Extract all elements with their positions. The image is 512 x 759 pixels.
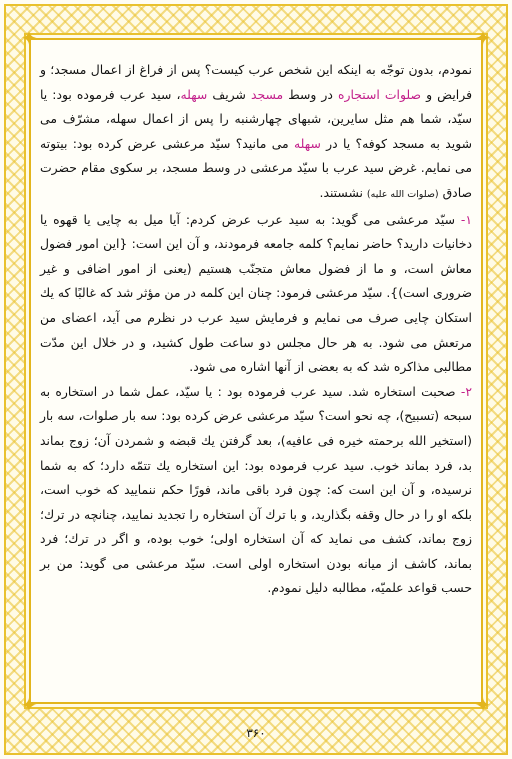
text-run: صحبت استخاره شد. سید عرب فرموده بود : یا سیّد، عمل شما در استخاره به سبحه (تسبیح)، چه نحو است؟ سیّد مرعشی عرض کرده بود: سه بار صلوات، سه بار (استخیر الله برحمته خیره فی عافیه)، بعد گرفتن یك قبضه و شمردن آن؛ زوج بماند بد، فرد بماند خوب. سید عرب فرموده بود: این استخاره یك تتمّه دارد؛ که به شما نرسیده، و آن این است که: چون فرد باقی ماند، فورًا حکم ننمایید که خوب است، بلکه او را در حال وقفه بگذارید، و با ترك آن استخاره را تجدید نمایید، چنانچه در ترك؛ زوج بماند، کشف می نماید که آن استخاره اولی؛ خوب بوده، و اگر در ترك؛ فرد بماند، کاشف از میانه بودن استخاره اولی است. سیّد مرعشی می گوید: من بر حسب قواعد علمیّه، مطالبه دلیل نمودم. [40,383,472,596]
corner-ornament-icon: ✦ [20,693,38,717]
page-number: ۳۶۰ [246,726,266,740]
text-run: شریف [207,86,251,102]
page-body-text [40,58,472,601]
paragraph [40,208,472,380]
text-run: در وسط [283,86,338,102]
highlighted-term: سهله [294,135,321,151]
text-run: (صلوات الله علیه) [366,188,439,200]
corner-ornament-icon: ✦ [474,693,492,717]
text-run: سیّد مرعشی می گوید: به سید عرب عرض کردم: آیا میل به چایی یا قهوه یا دخانیات دارید؟ حاضر نمایم؟ کلمه جامعه فرمودند، و آن این است: {این امور فضول معاش است، و ما از فضول معاش متجنّب هستیم (یعنی از امور اضافی و غیر ضروری است)}. سیّد مرعشی فرمود: چنان این کلمه در من مؤثر شد که غالبًا که یك استکان چایی صرف می نمایم و فرمایش سید عرب در نظرم می آید، اعضای من مرتعش می شود. به هر حال مجلس دو ساعت طول کشید، و در خلال این مدّت مطالبی مذاکره شد که به بعضی از آنها اشاره می شود. [40,211,472,375]
paragraph-number: ۱- [460,211,472,227]
text-run: می مانید؟ سیّد مرعشی عرض کرده بود: بیتوته می نمایم. غرض سید عرب با سیّد مرعشی در وسط مسجد، بر سکوی مقام حضرت صادق [40,135,472,200]
paragraph-number: ۲- [460,383,472,399]
corner-ornament-icon: ✦ [20,26,38,50]
paragraph [40,58,472,208]
highlighted-term: صلوات استجاره [338,86,422,102]
text-run: نمودم، بدون توجّه به اینکه این شخص عرب کیست؟ پس از فراغ از اعمال مسجد؛ و فرایض و [40,62,472,102]
highlighted-term: سهله [180,86,208,102]
text-run: نشستند. [319,184,367,200]
paragraph [40,380,472,601]
highlighted-term: مسجد [250,86,284,102]
text-run: ، سید عرب فرموده بود: یا سیّد، شما هم مثل سایرین، شبهای چهارشنبه را پس از اعمال سهله، مشرّف می شوید به مسجد کوفه؟ یا در [40,86,472,151]
corner-ornament-icon: ✦ [474,26,492,50]
